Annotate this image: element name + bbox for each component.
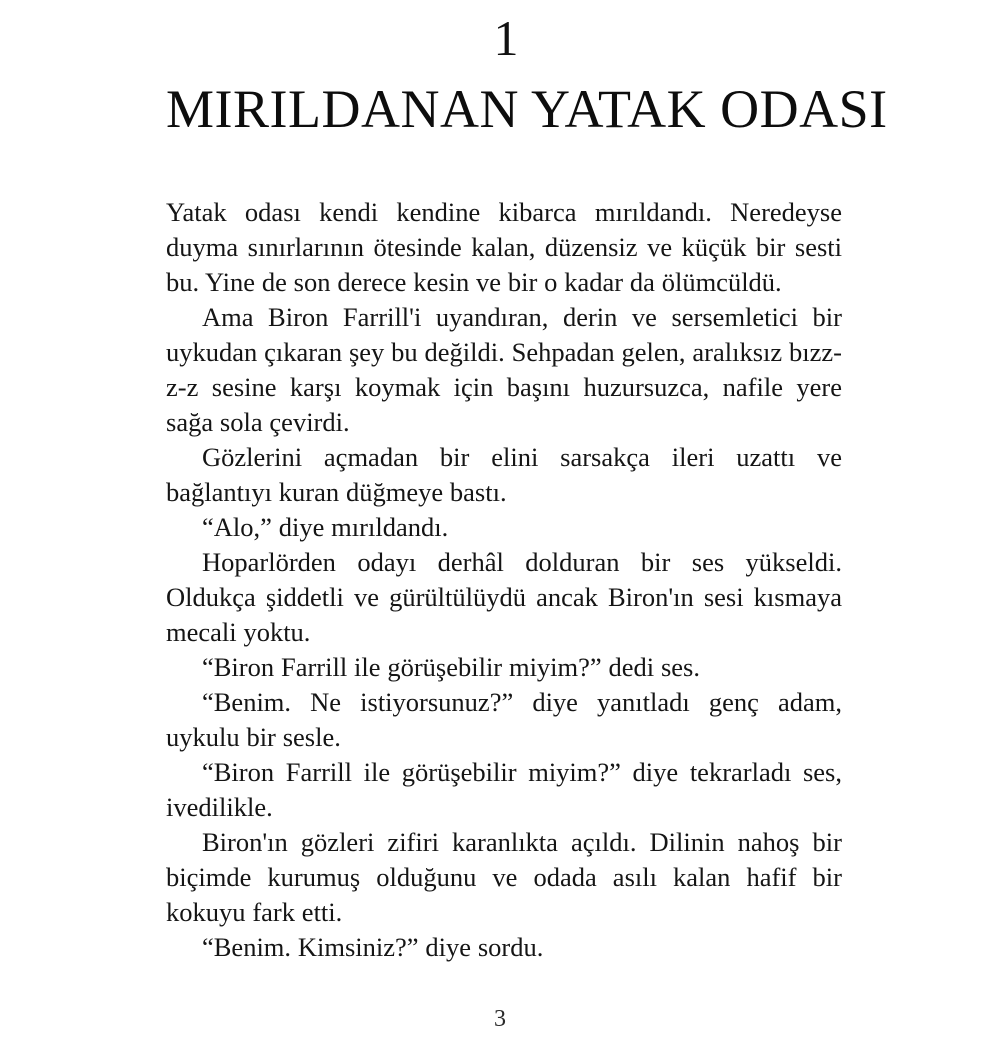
paragraph: Hoparlörden odayı derhâl dolduran bir ses yükseldi. Oldukça şiddetli ve gürültülüydü ancak Biron'ın sesi kısmaya mecali yoktu. [166, 547, 842, 647]
paragraph: Biron'ın gözleri zifiri karanlıkta açıldı. Dilinin nahoş bir biçimde kurumuş olduğunu ve odada asılı kalan hafif bir kokuyu fark etti. [166, 827, 842, 927]
chapter-number: 1 [493, 10, 519, 66]
paragraph: “Benim. Ne istiyorsunuz?” diye yanıtladı genç adam, uykulu bir sesle. [166, 687, 842, 752]
body-text [166, 195, 842, 965]
paragraph: “Biron Farrill ile görüşebilir miyim?” diye tekrarladı ses, ivedilikle. [166, 757, 842, 822]
paragraph: Yatak odası kendi kendine kibarca mırıldandı. Neredeyse duyma sınırlarının ötesinde kalan, düzensiz ve küçük bir sesti bu. Yine de son derece kesin ve bir o kadar da ölümcüldü. [166, 197, 842, 297]
page-number: 3 [494, 1006, 506, 1032]
paragraph: “Biron Farrill ile görüşebilir miyim?” dedi ses. [202, 652, 700, 682]
paragraph: “Benim. Kimsiniz?” diye sordu. [202, 932, 544, 962]
paragraph: Ama Biron Farrill'i uyandıran, derin ve sersemletici bir uykudan çıkaran şey bu değildi. Sehpadan gelen, aralıksız bızz-z-z sesine karşı koymak için başını huzursuzca, nafile yere sağa sola çevirdi. [166, 302, 842, 437]
paragraph: “Alo,” diye mırıldandı. [202, 512, 449, 542]
chapter-title: MIRILDANAN YATAK ODASI [166, 79, 888, 139]
paragraph: Gözlerini açmadan bir elini sarsakça ileri uzattı ve bağlantıyı kuran düğmeye bastı. [166, 442, 842, 507]
chapter-header [166, 10, 888, 139]
